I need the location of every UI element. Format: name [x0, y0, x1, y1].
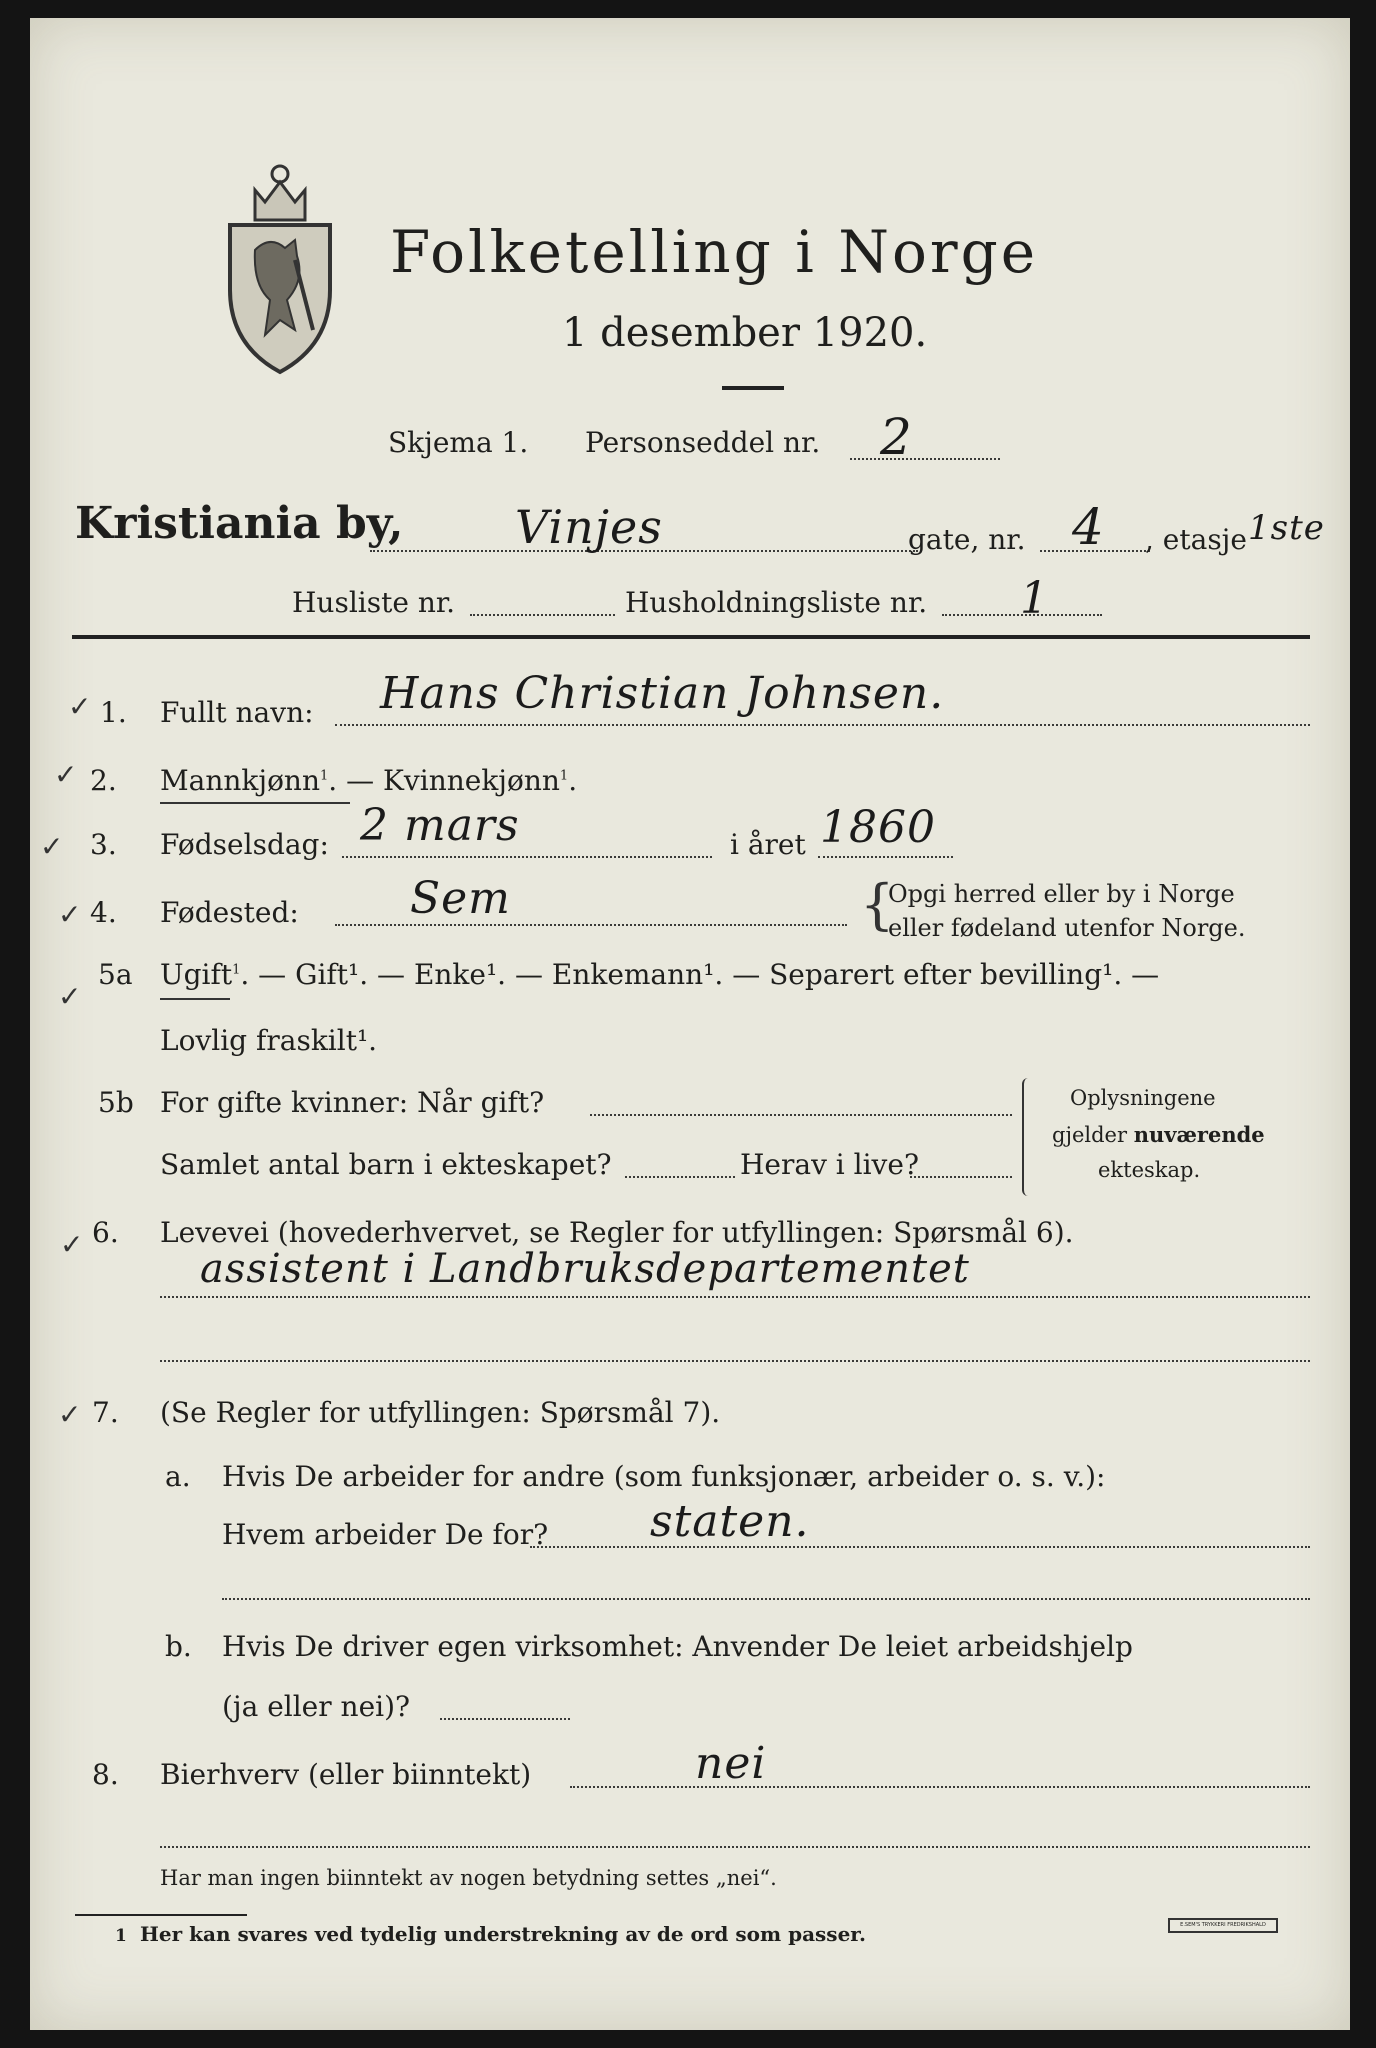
q5b-note-line3: ekteskap. — [1098, 1158, 1201, 1182]
q7a-line2: Hvem arbeider De for? — [222, 1518, 549, 1551]
q5b-married-line — [590, 1114, 1012, 1116]
husliste-line — [470, 614, 615, 616]
q7a-answer-line — [530, 1546, 1310, 1548]
q5b-children-line — [625, 1176, 735, 1178]
q3-value: 2 mars — [360, 800, 520, 851]
q5b-married-label: For gifte kvinner: Når gift? — [160, 1086, 545, 1119]
q8-value: nei — [695, 1738, 767, 1789]
checkmark-5a: ✓ — [58, 980, 82, 1013]
q7b-answer-line — [440, 1718, 570, 1720]
q7a-letter: a. — [165, 1460, 191, 1493]
q5b-note-line1: Oplysningene — [1070, 1086, 1216, 1110]
etasje-label: , etasje — [1145, 523, 1247, 556]
q3-year-line — [818, 856, 953, 858]
q7-label: (Se Regler for utfyllingen: Spørsmål 7). — [160, 1396, 721, 1429]
q5b-children-label: Samlet antal barn i ekteskapet? — [160, 1148, 612, 1181]
footnote-divider — [75, 1914, 247, 1916]
personseddel-label: Personseddel nr. — [585, 426, 821, 459]
q7b-line2: (ja eller nei)? — [222, 1690, 411, 1723]
q1-value: Hans Christian Johnsen. — [380, 668, 945, 719]
q2-end: . — [568, 764, 578, 797]
title-divider — [722, 386, 784, 390]
q2-male-option: Mannkjønn — [160, 764, 321, 797]
checkmark-7: ✓ — [58, 1398, 82, 1431]
header-divider — [72, 635, 1310, 639]
q6-line2 — [160, 1360, 1310, 1362]
q3-year-label: i året — [730, 828, 806, 861]
q7a-extra-line — [222, 1598, 1310, 1600]
q7a-value: staten. — [650, 1496, 810, 1547]
q2-number: 2. — [90, 764, 117, 797]
footnote-mark: 1 — [115, 1926, 127, 1946]
q2-male-underline — [160, 802, 350, 804]
q4-brace: { — [860, 873, 895, 936]
husholdning-value: 1 — [1020, 573, 1049, 624]
q8-number: 8. — [92, 1758, 119, 1791]
checkmark-6: ✓ — [60, 1228, 84, 1261]
number-value: 4 — [1072, 498, 1105, 556]
checkmark-3: ✓ — [40, 830, 64, 863]
personseddel-value: 2 — [880, 408, 913, 466]
census-date: 1 desember 1920. — [562, 310, 928, 356]
census-form — [30, 18, 1350, 2030]
q2-answer: Mannkjønn$^1$. — Kvinnekjønn$^1$. — [160, 764, 578, 797]
street-value: Vinjes — [515, 500, 663, 554]
q5b-alive-line — [910, 1176, 1012, 1178]
q4-note-line2: eller fødeland utenfor Norge. — [888, 914, 1246, 942]
q5a-line1: Ugift$^1$. — Gift¹. — Enke¹. — Enkemann¹. — Separert efter bevilling¹. — — [160, 958, 1160, 991]
q2-female-option: Kvinnekjønn — [383, 764, 560, 797]
personseddel-line — [850, 458, 1000, 460]
checkmark-4: ✓ — [58, 898, 82, 931]
etasje-value: 1ste — [1248, 508, 1325, 548]
q7b-letter: b. — [165, 1630, 192, 1663]
q3-year-value: 1860 — [820, 802, 936, 853]
nei-note: Har man ingen biinntekt av nogen betydning settes „nei“. — [160, 1866, 777, 1890]
q5a-line2: Lovlig fraskilt¹. — [160, 1024, 378, 1057]
q6-number: 6. — [92, 1216, 119, 1249]
footnote-text: Her kan svares ved tydelig understrekning av de ord som passer. — [140, 1922, 866, 1946]
city-label: Kristiania by, — [75, 498, 404, 549]
printer-stamp: E.SEM'S TRYKKERI FREDRIKSHALD — [1168, 1918, 1278, 1933]
q5a-other-options: . — Gift¹. — Enke¹. — Enkemann¹. — Separert efter bevilling¹. — — [240, 958, 1160, 991]
norwegian-coat-of-arms-icon — [225, 160, 335, 375]
q5b-note-line2 — [1052, 1122, 1265, 1147]
q5a-ugift-option: Ugift — [160, 958, 233, 991]
q7b-line1: Hvis De driver egen virksomhet: Anvender De leiet arbeidshjelp — [222, 1630, 1133, 1663]
q6-label: Levevei (hovederhvervet, se Regler for utfyllingen: Spørsmål 6). — [160, 1216, 1074, 1249]
q3-date-line — [342, 856, 712, 858]
checkmark-2: ✓ — [54, 758, 78, 791]
q5b-bracket — [1022, 1078, 1030, 1196]
q3-label: Fødselsdag: — [160, 828, 329, 861]
gate-label: gate, nr. — [908, 523, 1026, 556]
q6-value: assistent i Landbruksdepartementet — [200, 1246, 970, 1292]
q5a-number: 5a — [98, 958, 133, 991]
q7a-line1: Hvis De arbeider for andre (som funksjonær, arbeider o. s. v.): — [222, 1460, 1106, 1493]
q4-value: Sem — [410, 873, 511, 924]
q8-line — [570, 1786, 1310, 1788]
checkmark-1: ✓ — [68, 690, 92, 723]
schema-label: Skjema 1. — [388, 426, 529, 459]
q5b-note-gjelder: gjelder — [1052, 1123, 1128, 1147]
q4-line — [335, 924, 847, 926]
q4-note-line1: Opgi herred eller by i Norge — [888, 880, 1235, 908]
q3-number: 3. — [90, 828, 117, 861]
q8-extra-line — [160, 1846, 1310, 1848]
q1-label: Fullt navn: — [160, 696, 314, 729]
q5b-note-current: nuværende — [1133, 1122, 1265, 1147]
q5b-alive-label: Herav i live? — [740, 1148, 919, 1181]
q5b-number: 5b — [98, 1086, 134, 1119]
q4-label: Fødested: — [160, 896, 299, 929]
q5a-ugift-underline — [160, 998, 230, 1000]
q7-number: 7. — [92, 1396, 119, 1429]
q1-number: 1. — [100, 696, 127, 729]
q6-line1 — [160, 1296, 1310, 1298]
husliste-label: Husliste nr. — [292, 586, 456, 619]
q1-line — [335, 724, 1310, 726]
form-title: Folketelling i Norge — [390, 218, 1039, 286]
q2-separator: . — — [328, 764, 383, 797]
q4-number: 4. — [90, 896, 117, 929]
husholdning-label: Husholdningsliste nr. — [625, 586, 928, 619]
q8-label: Bierhverv (eller biinntekt) — [160, 1758, 532, 1791]
